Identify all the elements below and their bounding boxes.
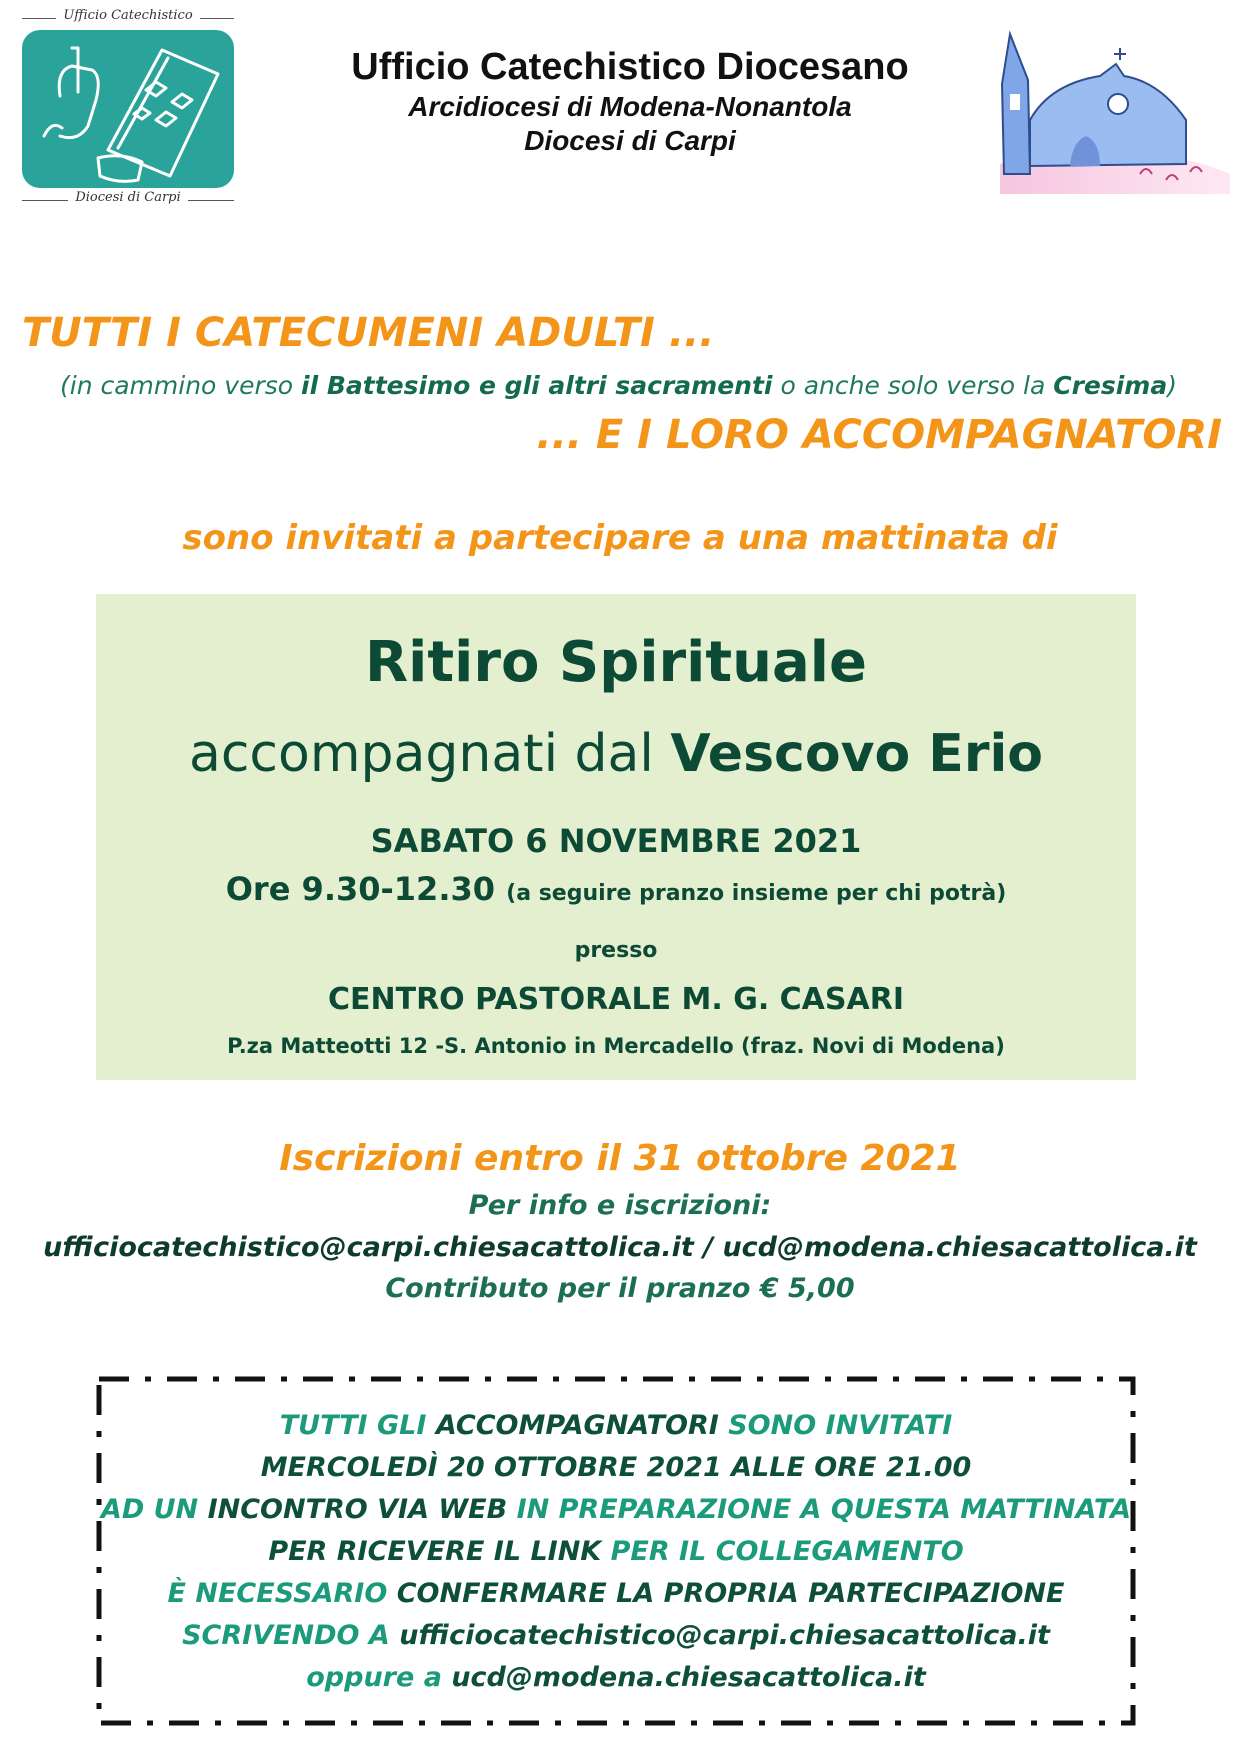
notice-text: SCRIVENDO A xyxy=(182,1620,400,1651)
logo-divider xyxy=(188,200,234,201)
notice-email[interactable]: ucd@modena.chiesacattolica.it xyxy=(451,1662,926,1693)
notice-text: ACCOMPAGNATORI xyxy=(435,1410,719,1441)
notice-line-2: MERCOLEDÌ 20 OTTOBRE 2021 ALLE ORE 21.00 xyxy=(260,1452,972,1483)
notice-line-5 xyxy=(96,1578,1136,1609)
logo-emblem xyxy=(22,30,234,188)
event-time xyxy=(96,870,1136,908)
event-subtitle-part: accompagnati dal xyxy=(188,724,671,784)
notice-line-6 xyxy=(96,1620,1136,1651)
event-address: P.za Matteotti 12 -S. Antonio in Mercadello (fraz. Novi di Modena) xyxy=(227,1034,1005,1058)
notice-text: CONFERMARE LA PROPRIA PARTECIPAZIONE xyxy=(387,1578,1065,1609)
event-time-note: (a seguire pranzo insieme per chi potrà) xyxy=(506,881,1007,906)
lunch-contribution: Contributo per il pranzo € 5,00 xyxy=(385,1273,855,1304)
event-date: SABATO 6 NOVEMBRE 2021 xyxy=(370,822,862,860)
notice-email[interactable]: ufficiocatechistico@carpi.chiesacattolica.it xyxy=(399,1620,1050,1651)
registration-emails[interactable]: ufficiocatechistico@carpi.chiesacattolica.it / ucd@modena.chiesacattolica.it xyxy=(43,1232,1197,1263)
archdiocese-name: Arcidiocesi di Modena-Nonantola xyxy=(408,91,852,122)
web-meeting-notice xyxy=(96,1376,1136,1726)
logo-bottom-text: Diocesi di Carpi xyxy=(75,190,181,205)
intro-note xyxy=(60,371,1180,400)
intro-note-part: (in cammino verso xyxy=(60,371,302,400)
intro-note-cresima: Cresima xyxy=(1053,371,1168,400)
notice-text: È NECESSARIO xyxy=(167,1578,388,1609)
event-bishop: Vescovo Erio xyxy=(670,724,1044,784)
event-box xyxy=(96,594,1136,1080)
notice-line-7 xyxy=(96,1662,1136,1693)
header xyxy=(280,44,980,158)
notice-line-4 xyxy=(96,1536,1136,1567)
notice-text: IN PREPARAZIONE A QUESTA MATTINATA xyxy=(507,1494,1132,1525)
event-presso: presso xyxy=(574,938,658,963)
notice-text: PER IL COLLEGAMENTO xyxy=(601,1536,964,1567)
diocese-logo xyxy=(8,8,248,208)
hand-book-icon xyxy=(22,30,234,188)
diocese-name: Diocesi di Carpi xyxy=(524,125,736,156)
logo-top-text: Ufficio Catechistico xyxy=(63,8,193,23)
event-subtitle xyxy=(96,724,1136,784)
logo-divider xyxy=(200,18,234,19)
notice-text: TUTTI GLI xyxy=(279,1410,436,1441)
office-title: Ufficio Catechistico Diocesano xyxy=(351,46,909,88)
church-icon xyxy=(990,24,1238,194)
event-place: CENTRO PASTORALE M. G. CASARI xyxy=(327,982,904,1017)
intro-note-part: ) xyxy=(1167,371,1177,400)
event-title: Ritiro Spirituale xyxy=(365,630,867,695)
notice-text: AD UN xyxy=(100,1494,208,1525)
logo-divider xyxy=(22,200,68,201)
logo-divider xyxy=(22,18,56,19)
notice-text: PER RICEVERE IL LINK xyxy=(268,1536,602,1567)
intro-headline: TUTTI I CATECUMENI ADULTI ... xyxy=(22,310,715,356)
intro-companions: ... E I LORO ACCOMPAGNATORI xyxy=(536,412,1222,458)
notice-line-3 xyxy=(96,1494,1136,1525)
notice-text: INCONTRO VIA WEB xyxy=(207,1494,508,1525)
church-illustration xyxy=(990,24,1238,194)
registration-info-label: Per info e iscrizioni: xyxy=(468,1190,772,1221)
intro-note-part: o anche solo verso la xyxy=(772,371,1054,400)
notice-line-1 xyxy=(96,1410,1136,1441)
notice-text: oppure a xyxy=(306,1662,452,1693)
invite-line: sono invitati a partecipare a una mattinata di xyxy=(182,518,1058,558)
registration-deadline: Iscrizioni entro il 31 ottobre 2021 xyxy=(279,1138,961,1179)
intro-note-sacraments: il Battesimo e gli altri sacramenti xyxy=(301,371,773,400)
event-time-range: Ore 9.30-12.30 xyxy=(225,870,495,908)
notice-text: SONO INVITATI xyxy=(718,1410,953,1441)
